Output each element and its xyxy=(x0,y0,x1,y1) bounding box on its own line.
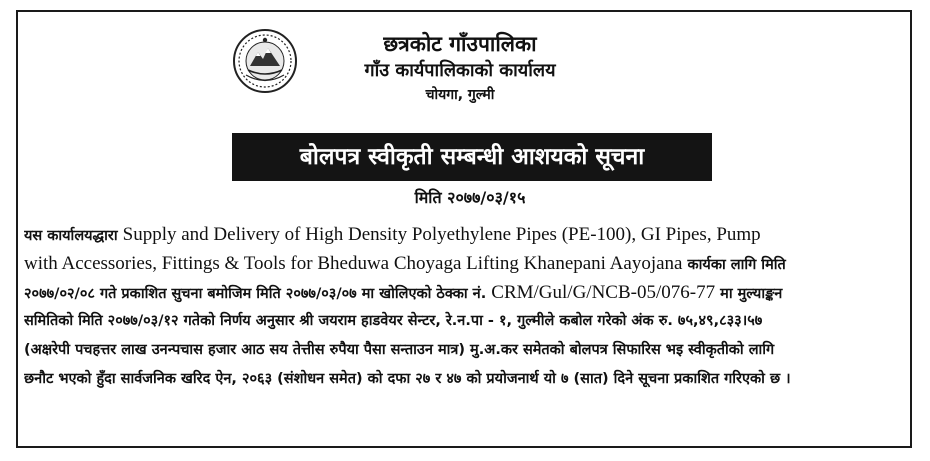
notice-body xyxy=(24,220,906,394)
notice-body-segment: CRM/Gul/G/NCB-05/076-77 xyxy=(491,282,716,303)
notice-body-line xyxy=(24,336,906,365)
municipality-emblem-icon xyxy=(232,28,298,94)
notice-body-segment: (अक्षरेपी पचहत्तर लाख उनन्पचास हजार आठ सय तेत्तीस रुपैया पैसा सन्ताउन मात्र) मु.अ.कर समेतको बोलपत्र सिफारिस भइ स्वीकृतीको लागि xyxy=(24,342,775,358)
notice-title: बोलपत्र स्वीकृती सम्बन्धी आशयको सूचना xyxy=(232,133,712,181)
notice-body-segment: समितिको मिति २०७७/०३/१२ गतेको निर्णय अनुसार श्री जयराम हाडवेयर सेन्टर, रे.न.पा - १, गुल्मीले कबोल गरेको अंक रु. ७५,४९,८३३।५७ xyxy=(24,313,763,329)
notice-body-segment: २०७७/०२/०८ गते प्रकाशित सुचना बमोजिम मिति २०७७/०३/०७ मा खोलिएको ठेक्का नं. xyxy=(24,286,492,302)
notice-body-line xyxy=(24,278,906,307)
notice-body-segment: Supply and Delivery of High Density Polyethylene Pipes (PE-100), GI Pipes, Pump xyxy=(122,224,761,245)
notice-body-segment: यस कार्यालयद्धारा xyxy=(24,228,123,244)
office-address: चोयगा, गुल्मी xyxy=(425,87,495,103)
notice-body-line xyxy=(24,220,906,249)
office-name: छत्रकोट गाँउपालिका xyxy=(383,32,537,56)
notice-body-segment: मा मुल्याङ्कन xyxy=(715,286,783,302)
notice-body-segment: with Accessories, Fittings & Tools for Bheduwa Choyaga Lifting Khanepani Aayojana xyxy=(24,253,683,274)
office-header xyxy=(320,30,600,106)
notice-body-line xyxy=(24,365,906,394)
office-subtitle: गाँउ कार्यपालिकाको कार्यालय xyxy=(364,60,556,81)
notice-body-segment: कार्यका लागि मिति xyxy=(682,257,786,273)
notice-body-line xyxy=(24,249,906,278)
notice-body-line xyxy=(24,307,906,336)
notice-date: मिति २०७७/०३/१५ xyxy=(414,188,526,207)
notice-body-segment: छनौट भएको हुँदा सार्वजनिक खरिद ऐन, २०६३ (संशोधन समेत) को दफा २७ र ४७ को प्रयोजनार्थ यो ७ (सात) दिने सूचना प्रकाशित गरिएको छ । xyxy=(24,371,791,387)
